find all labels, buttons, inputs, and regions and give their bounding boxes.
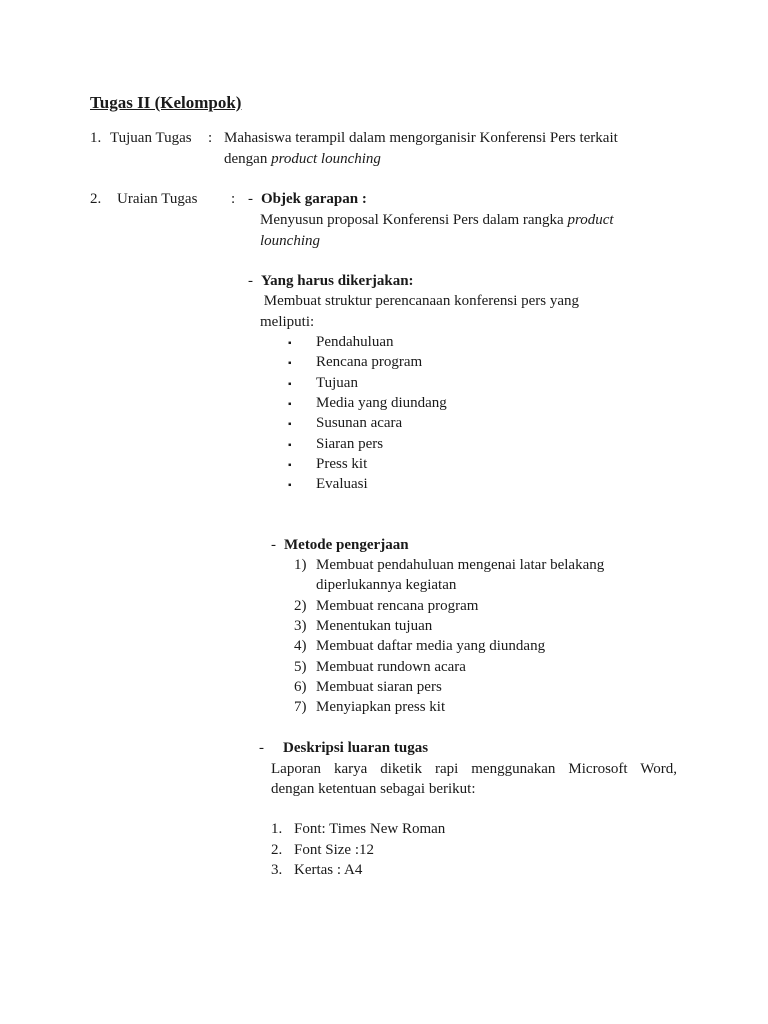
objek-text-line2: lounching <box>260 233 320 249</box>
metode-item-number: 5) <box>294 658 307 675</box>
section-1-colon: : <box>208 130 213 146</box>
section-2-colon: : <box>231 191 236 207</box>
bullet-item: Tujuan <box>316 374 358 391</box>
deskripsi-item-number: 1. <box>271 821 283 837</box>
deskripsi-item-text: Font Size :12 <box>294 841 375 858</box>
section-1-text-line1: Mahasiswa terampil dalam mengorganisir Konferensi Pers terkait <box>224 130 618 146</box>
bullet-marker: ▪ <box>288 338 292 349</box>
deskripsi-heading: Deskripsi luaran tugas <box>283 740 429 756</box>
deskripsi-item-text: Kertas : A4 <box>294 862 363 878</box>
bullet-marker: ▪ <box>288 439 292 451</box>
objek-dash: - <box>248 191 253 207</box>
harus-text-line1: Membuat struktur perencanaan konferensi pers yang <box>260 293 580 309</box>
metode-item-number: 1) <box>294 557 307 573</box>
metode-item-number: 7) <box>294 699 307 716</box>
bullet-marker: ▪ <box>288 378 292 390</box>
bullet-marker: ▪ <box>288 480 292 492</box>
bullet-item: Pendahuluan <box>316 334 394 350</box>
deskripsi-dash: - <box>259 740 264 756</box>
metode-item-text: diperlukannya kegiatan <box>316 577 457 594</box>
metode-item-number: 6) <box>294 678 307 695</box>
objek-heading: Objek garapan : <box>261 191 367 207</box>
bullet-item: Press kit <box>316 455 368 472</box>
bullet-item: Rencana program <box>316 354 423 371</box>
metode-item-number: 3) <box>294 617 307 634</box>
metode-item-text: Menyiapkan press kit <box>316 699 446 716</box>
section-1-number: 1. <box>90 130 102 146</box>
bullet-item: Siaran pers <box>316 435 384 452</box>
metode-item-number: 2) <box>294 597 307 614</box>
section-1-label: Tujuan Tugas <box>110 130 192 146</box>
section-2-number: 2. <box>90 191 102 207</box>
metode-item-text: Membuat siaran pers <box>316 678 442 695</box>
deskripsi-item-number: 3. <box>271 862 283 878</box>
objek-text-line1: Menyusun proposal Konferensi Pers dalam rangka product <box>260 212 614 228</box>
deskripsi-text-line2: dengan ketentuan sebagai berikut: <box>271 781 476 797</box>
deskripsi-text-line1: Laporan karya diketik rapi menggunakan Microsoft Word, <box>271 761 677 777</box>
metode-item-text: Menentukan tujuan <box>316 617 433 634</box>
product-lounching-italic: product lounching <box>271 151 381 167</box>
section-1-text-line2: dengan product lounching <box>224 151 381 167</box>
metode-item-text: Membuat rundown acara <box>316 658 466 675</box>
deskripsi-item-number: 2. <box>271 841 283 858</box>
bullet-item: Media yang diundang <box>316 394 447 411</box>
section-2-label: Uraian Tugas <box>117 191 198 207</box>
deskripsi-item-text: Font: Times New Roman <box>294 821 446 837</box>
metode-heading: Metode pengerjaan <box>284 537 409 553</box>
metode-item-text: Membuat daftar media yang diundang <box>316 638 546 655</box>
document-title: Tugas II (Kelompok) <box>90 93 242 112</box>
bullet-marker: ▪ <box>288 419 292 431</box>
harus-text-line2: meliputi: <box>260 314 315 330</box>
harus-dash: - <box>248 273 253 289</box>
bullet-item: Evaluasi <box>316 476 368 493</box>
metode-item-text: Membuat rencana program <box>316 597 479 614</box>
bullet-marker: ▪ <box>288 358 292 370</box>
metode-item-number: 4) <box>294 638 307 655</box>
harus-heading: Yang harus dikerjakan: <box>261 273 414 289</box>
metode-item-text: Membuat pendahuluan mengenai latar belakang <box>316 557 605 573</box>
bullet-item: Susunan acara <box>316 415 403 432</box>
bullet-marker: ▪ <box>288 398 292 410</box>
bullet-marker: ▪ <box>288 459 292 471</box>
metode-dash: - <box>271 537 276 553</box>
